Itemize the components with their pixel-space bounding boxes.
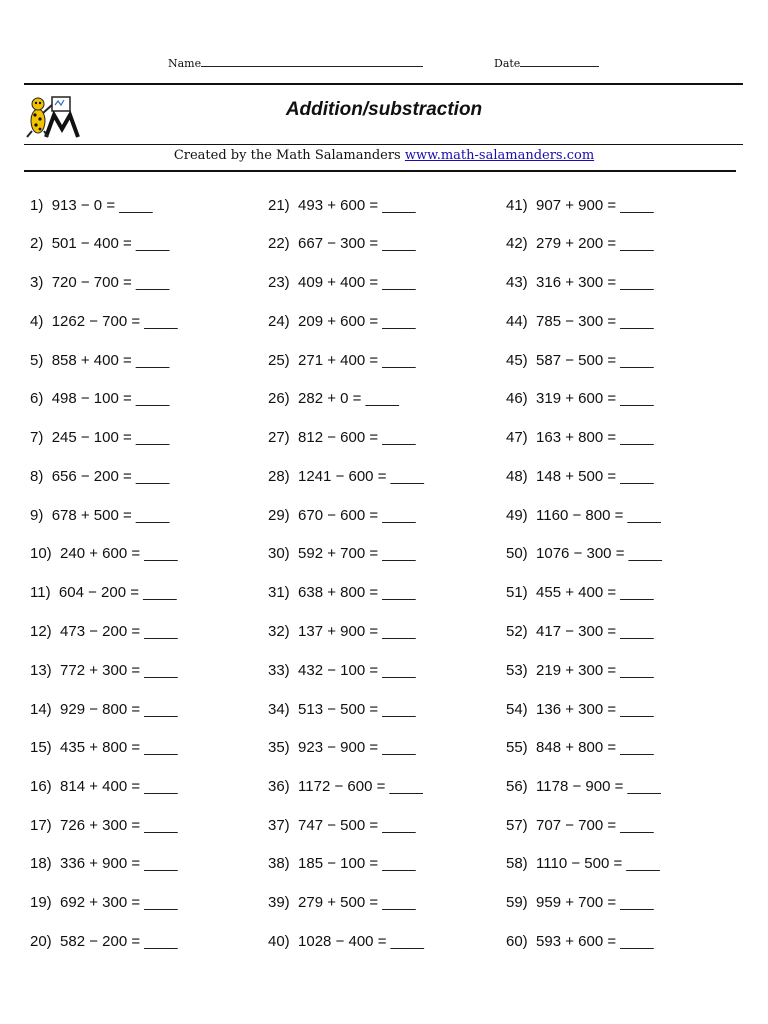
name-field[interactable] xyxy=(168,56,423,70)
problem-expression[interactable]: 582 − 200 = ____ xyxy=(60,933,178,950)
problem-expression[interactable]: 282 + 0 = ____ xyxy=(298,390,399,407)
problem-number: 22) xyxy=(268,235,290,252)
problem-number: 15) xyxy=(30,739,52,756)
problem-item xyxy=(506,313,654,331)
problem-item xyxy=(268,390,399,408)
problem-number: 29) xyxy=(268,507,290,524)
problem-item xyxy=(506,778,661,796)
problem-expression[interactable]: 240 + 600 = ____ xyxy=(60,545,178,562)
problem-item xyxy=(268,468,424,486)
problem-number: 1) xyxy=(30,197,44,214)
problem-expression[interactable]: 848 + 800 = ____ xyxy=(536,739,654,756)
problem-item xyxy=(268,894,416,912)
problem-expression[interactable]: 747 − 500 = ____ xyxy=(298,817,416,834)
problem-item xyxy=(506,274,654,292)
problem-number: 41) xyxy=(506,197,528,214)
problem-expression[interactable]: 1110 − 500 = ____ xyxy=(536,855,660,872)
problem-number: 42) xyxy=(506,235,528,252)
credit-line xyxy=(0,148,768,163)
problem-expression[interactable]: 692 + 300 = ____ xyxy=(60,894,178,911)
problem-item xyxy=(30,855,178,873)
problem-number: 45) xyxy=(506,352,528,369)
problem-expression[interactable]: 432 − 100 = ____ xyxy=(298,662,416,679)
problem-number: 20) xyxy=(30,933,52,950)
problem-expression[interactable]: 1076 − 300 = ____ xyxy=(536,545,662,562)
problem-expression[interactable]: 498 − 100 = ____ xyxy=(51,390,170,407)
problem-number: 59) xyxy=(506,894,528,911)
problem-expression[interactable]: 587 − 500 = ____ xyxy=(536,352,654,369)
problem-item xyxy=(30,352,169,370)
problem-expression[interactable]: 907 + 900 = ____ xyxy=(536,197,654,214)
problem-number: 46) xyxy=(506,390,528,407)
problem-expression[interactable]: 501 − 400 = ____ xyxy=(51,235,170,252)
problem-number: 19) xyxy=(30,894,52,911)
problem-number: 36) xyxy=(268,778,290,795)
problem-item xyxy=(268,584,416,602)
date-label: Date xyxy=(494,57,521,70)
date-field[interactable] xyxy=(494,56,599,70)
problem-number: 10) xyxy=(30,545,52,562)
problem-number: 38) xyxy=(268,855,290,872)
problem-number: 40) xyxy=(268,933,290,950)
problem-number: 21) xyxy=(268,197,290,214)
problem-item xyxy=(30,235,169,253)
problem-expression[interactable]: 455 + 400 = ____ xyxy=(536,584,654,601)
problem-expression[interactable]: 670 − 600 = ____ xyxy=(298,507,416,524)
problem-item xyxy=(30,429,169,447)
problem-item xyxy=(30,933,178,951)
problem-number: 8) xyxy=(30,468,44,485)
problem-number: 28) xyxy=(268,468,290,485)
problem-expression[interactable]: 678 + 500 = ____ xyxy=(51,507,170,524)
problem-expression[interactable]: 604 − 200 = ____ xyxy=(58,584,177,601)
problem-number: 35) xyxy=(268,739,290,756)
problem-number: 49) xyxy=(506,507,528,524)
problem-number: 37) xyxy=(268,817,290,834)
problem-number: 60) xyxy=(506,933,528,950)
problem-number: 14) xyxy=(30,701,52,718)
problem-expression[interactable]: 707 − 700 = ____ xyxy=(536,817,654,834)
problem-number: 17) xyxy=(30,817,52,834)
problem-item xyxy=(506,623,654,641)
problem-number: 26) xyxy=(268,390,290,407)
problem-item xyxy=(506,507,661,525)
problem-expression[interactable]: 592 + 700 = ____ xyxy=(298,545,416,562)
problem-item xyxy=(268,739,416,757)
problem-expression[interactable]: 417 − 300 = ____ xyxy=(536,623,654,640)
problem-number: 13) xyxy=(30,662,52,679)
problem-expression[interactable]: 1028 − 400 = ____ xyxy=(298,933,424,950)
top-rule xyxy=(24,83,743,85)
problem-item xyxy=(30,313,178,331)
problem-item xyxy=(30,662,178,680)
problem-expression[interactable]: 1172 − 600 = ____ xyxy=(298,778,423,795)
problem-number: 27) xyxy=(268,429,290,446)
problem-number: 23) xyxy=(268,274,290,291)
problem-item xyxy=(30,778,178,796)
problem-number: 12) xyxy=(30,623,52,640)
problem-item xyxy=(506,429,654,447)
problem-item xyxy=(506,197,654,215)
problem-number: 6) xyxy=(30,390,44,407)
problem-number: 3) xyxy=(30,274,44,291)
problem-expression[interactable]: 219 + 300 = ____ xyxy=(536,662,654,679)
middle-rule xyxy=(24,144,743,145)
credit-text: Created by the Math Salamanders xyxy=(173,148,401,163)
problem-item xyxy=(268,623,416,641)
problem-number: 52) xyxy=(506,623,528,640)
problem-expression[interactable]: 923 − 900 = ____ xyxy=(298,739,416,756)
problem-expression[interactable]: 513 − 500 = ____ xyxy=(298,701,416,718)
problem-number: 5) xyxy=(30,352,44,369)
problem-item xyxy=(268,235,416,253)
problem-number: 32) xyxy=(268,623,290,640)
problem-expression[interactable]: 1160 − 800 = ____ xyxy=(536,507,661,524)
problem-number: 39) xyxy=(268,894,290,911)
problem-item xyxy=(506,817,654,835)
problem-item xyxy=(268,778,423,796)
name-blank[interactable] xyxy=(201,56,423,67)
problem-item xyxy=(506,352,654,370)
problem-expression[interactable]: 772 + 300 = ____ xyxy=(60,662,178,679)
problem-expression[interactable]: 812 − 600 = ____ xyxy=(298,429,416,446)
problem-number: 30) xyxy=(268,545,290,562)
problem-number: 16) xyxy=(30,778,52,795)
problem-item xyxy=(506,701,654,719)
problem-expression[interactable]: 593 + 600 = ____ xyxy=(536,933,654,950)
problem-number: 43) xyxy=(506,274,528,291)
problem-item xyxy=(30,623,178,641)
name-date-line xyxy=(0,56,768,72)
problem-item xyxy=(30,894,178,912)
problem-item xyxy=(268,313,416,331)
problem-expression[interactable]: 720 − 700 = ____ xyxy=(51,274,170,291)
problem-expression[interactable]: 435 + 800 = ____ xyxy=(60,739,178,756)
problem-number: 7) xyxy=(30,429,44,446)
problem-expression[interactable]: 148 + 500 = ____ xyxy=(536,468,654,485)
problem-expression[interactable]: 319 + 600 = ____ xyxy=(536,390,654,407)
problem-expression[interactable]: 656 − 200 = ____ xyxy=(51,468,170,485)
problem-expression[interactable]: 1241 − 600 = ____ xyxy=(298,468,424,485)
problem-item xyxy=(30,507,169,525)
problem-expression[interactable]: 473 − 200 = ____ xyxy=(60,623,178,640)
problem-expression[interactable]: 858 + 400 = ____ xyxy=(51,352,170,369)
problem-expression[interactable]: 959 + 700 = ____ xyxy=(536,894,654,911)
problem-expression[interactable]: 814 + 400 = ____ xyxy=(60,778,178,795)
problem-item xyxy=(30,274,169,292)
problem-item xyxy=(506,390,654,408)
problem-expression[interactable]: 136 + 300 = ____ xyxy=(536,701,654,718)
problem-expression[interactable]: 638 + 800 = ____ xyxy=(298,584,416,601)
problem-number: 2) xyxy=(30,235,44,252)
problem-expression[interactable]: 279 + 500 = ____ xyxy=(298,894,416,911)
problem-number: 51) xyxy=(506,584,528,601)
problem-number: 57) xyxy=(506,817,528,834)
problem-expression[interactable]: 409 + 400 = ____ xyxy=(298,274,416,291)
problem-expression[interactable]: 279 + 200 = ____ xyxy=(536,235,654,252)
problem-number: 34) xyxy=(268,701,290,718)
problem-item xyxy=(268,817,416,835)
problem-item xyxy=(30,197,153,215)
problem-number: 18) xyxy=(30,855,52,872)
problem-number: 33) xyxy=(268,662,290,679)
problem-item xyxy=(268,274,416,292)
problem-expression[interactable]: 726 + 300 = ____ xyxy=(60,817,178,834)
problem-item xyxy=(506,662,654,680)
problem-item xyxy=(506,545,662,563)
problem-item xyxy=(268,545,416,563)
problem-item xyxy=(268,701,416,719)
problem-number: 9) xyxy=(30,507,44,524)
page-title: Addition/substraction xyxy=(285,99,483,120)
problem-item xyxy=(506,933,654,951)
problem-expression[interactable]: 336 + 900 = ____ xyxy=(60,855,178,872)
problem-expression[interactable]: 493 + 600 = ____ xyxy=(298,197,416,214)
problem-item xyxy=(30,390,169,408)
problem-number: 56) xyxy=(506,778,528,795)
name-label: Name xyxy=(168,57,202,70)
date-blank[interactable] xyxy=(520,56,599,67)
problem-number: 44) xyxy=(506,313,528,330)
problem-item xyxy=(506,739,654,757)
problem-number: 53) xyxy=(506,662,528,679)
problem-item xyxy=(506,855,660,873)
problem-expression[interactable]: 929 − 800 = ____ xyxy=(60,701,178,718)
problem-item xyxy=(268,197,416,215)
problem-number: 11) xyxy=(30,584,51,601)
problem-item xyxy=(30,817,178,835)
problem-item xyxy=(268,429,416,447)
problem-number: 50) xyxy=(506,545,528,562)
website-link[interactable]: www.math-salamanders.com xyxy=(404,148,595,163)
problem-expression[interactable]: 1262 − 700 = ____ xyxy=(51,313,178,330)
problem-expression[interactable]: 185 − 100 = ____ xyxy=(298,855,416,872)
problem-expression[interactable]: 913 − 0 = ____ xyxy=(51,197,153,214)
problem-item xyxy=(268,933,424,951)
problem-number: 54) xyxy=(506,701,528,718)
problem-number: 25) xyxy=(268,352,290,369)
problem-item xyxy=(268,855,416,873)
problem-item xyxy=(30,545,178,563)
problem-expression[interactable]: 245 − 100 = ____ xyxy=(51,429,170,446)
problem-expression[interactable]: 316 + 300 = ____ xyxy=(536,274,654,291)
problem-number: 31) xyxy=(268,584,290,601)
problem-expression[interactable]: 137 + 900 = ____ xyxy=(298,623,416,640)
problem-number: 24) xyxy=(268,313,290,330)
problem-item xyxy=(506,468,654,486)
problem-expression[interactable]: 209 + 600 = ____ xyxy=(298,313,416,330)
problem-item xyxy=(268,662,416,680)
problem-item xyxy=(268,352,416,370)
problem-item xyxy=(30,584,177,602)
problem-expression[interactable]: 163 + 800 = ____ xyxy=(536,429,654,446)
problem-expression[interactable]: 271 + 400 = ____ xyxy=(298,352,416,369)
problem-item xyxy=(506,894,654,912)
problem-expression[interactable]: 667 − 300 = ____ xyxy=(298,235,416,252)
problem-number: 4) xyxy=(30,313,44,330)
problem-number: 47) xyxy=(506,429,528,446)
problem-number: 48) xyxy=(506,468,528,485)
problem-number: 58) xyxy=(506,855,528,872)
problem-item xyxy=(30,739,178,757)
problem-expression[interactable]: 785 − 300 = ____ xyxy=(536,313,654,330)
problem-item xyxy=(268,507,416,525)
problem-item xyxy=(30,468,169,486)
problem-item xyxy=(506,235,654,253)
bottom-rule xyxy=(24,170,736,172)
problem-item xyxy=(506,584,654,602)
problem-number: 55) xyxy=(506,739,528,756)
problem-expression[interactable]: 1178 − 900 = ____ xyxy=(536,778,661,795)
problem-item xyxy=(30,701,178,719)
